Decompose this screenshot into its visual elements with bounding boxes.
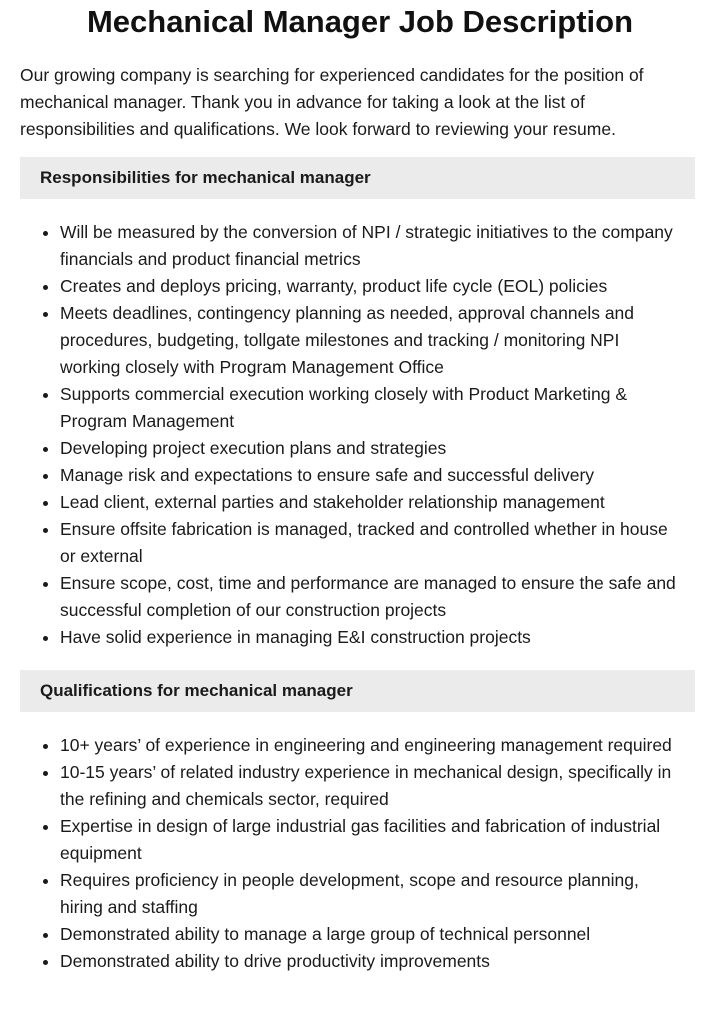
qualifications-list <box>20 732 680 975</box>
list-item: • Supports commercial execution working closely with Product Marketing & Program Management <box>60 381 680 435</box>
list-item: • 10-15 years’ of related industry experience in mechanical design, specifically in the refining and chemicals sector, required <box>60 759 680 813</box>
list-item: • Have solid experience in managing E&I construction projects <box>60 624 680 651</box>
list-item: • Developing project execution plans and strategies <box>60 435 680 462</box>
page-title: Mechanical Manager Job Description <box>86 4 634 39</box>
list-item: • Expertise in design of large industrial gas facilities and fabrication of industrial equipment <box>60 813 680 867</box>
list-item: • Creates and deploys pricing, warranty, product life cycle (EOL) policies <box>60 273 680 300</box>
qualifications-heading: Qualifications for mechanical manager <box>20 670 695 712</box>
list-item: • Demonstrated ability to drive productivity improvements <box>60 948 680 975</box>
list-item: • 10+ years’ of experience in engineering and engineering management required <box>60 732 680 759</box>
list-item: • Meets deadlines, contingency planning as needed, approval channels and procedures, budgeting, tollgate milestones and tracking / monitoring NPI working closely with Program Management Office <box>60 300 680 381</box>
responsibilities-list <box>20 219 680 651</box>
list-item: • Will be measured by the conversion of NPI / strategic initiatives to the company financials and product financial metrics <box>60 219 680 273</box>
list-item: • Requires proficiency in people development, scope and resource planning, hiring and staffing <box>60 867 680 921</box>
list-item: • Ensure scope, cost, time and performance are managed to ensure the safe and successful completion of our construction projects <box>60 570 680 624</box>
list-item: • Demonstrated ability to manage a large group of technical personnel <box>60 921 680 948</box>
responsibilities-heading: Responsibilities for mechanical manager <box>20 157 695 199</box>
list-item: • Ensure offsite fabrication is managed, tracked and controlled whether in house or external <box>60 516 680 570</box>
list-item: • Lead client, external parties and stakeholder relationship management <box>60 489 680 516</box>
intro-paragraph: Our growing company is searching for experienced candidates for the position of mechanical manager. Thank you in advance for taking a look at the list of responsibilities and qualifications. We look forward to reviewing your resume. <box>20 65 644 139</box>
list-item: • Manage risk and expectations to ensure safe and successful delivery <box>60 462 680 489</box>
